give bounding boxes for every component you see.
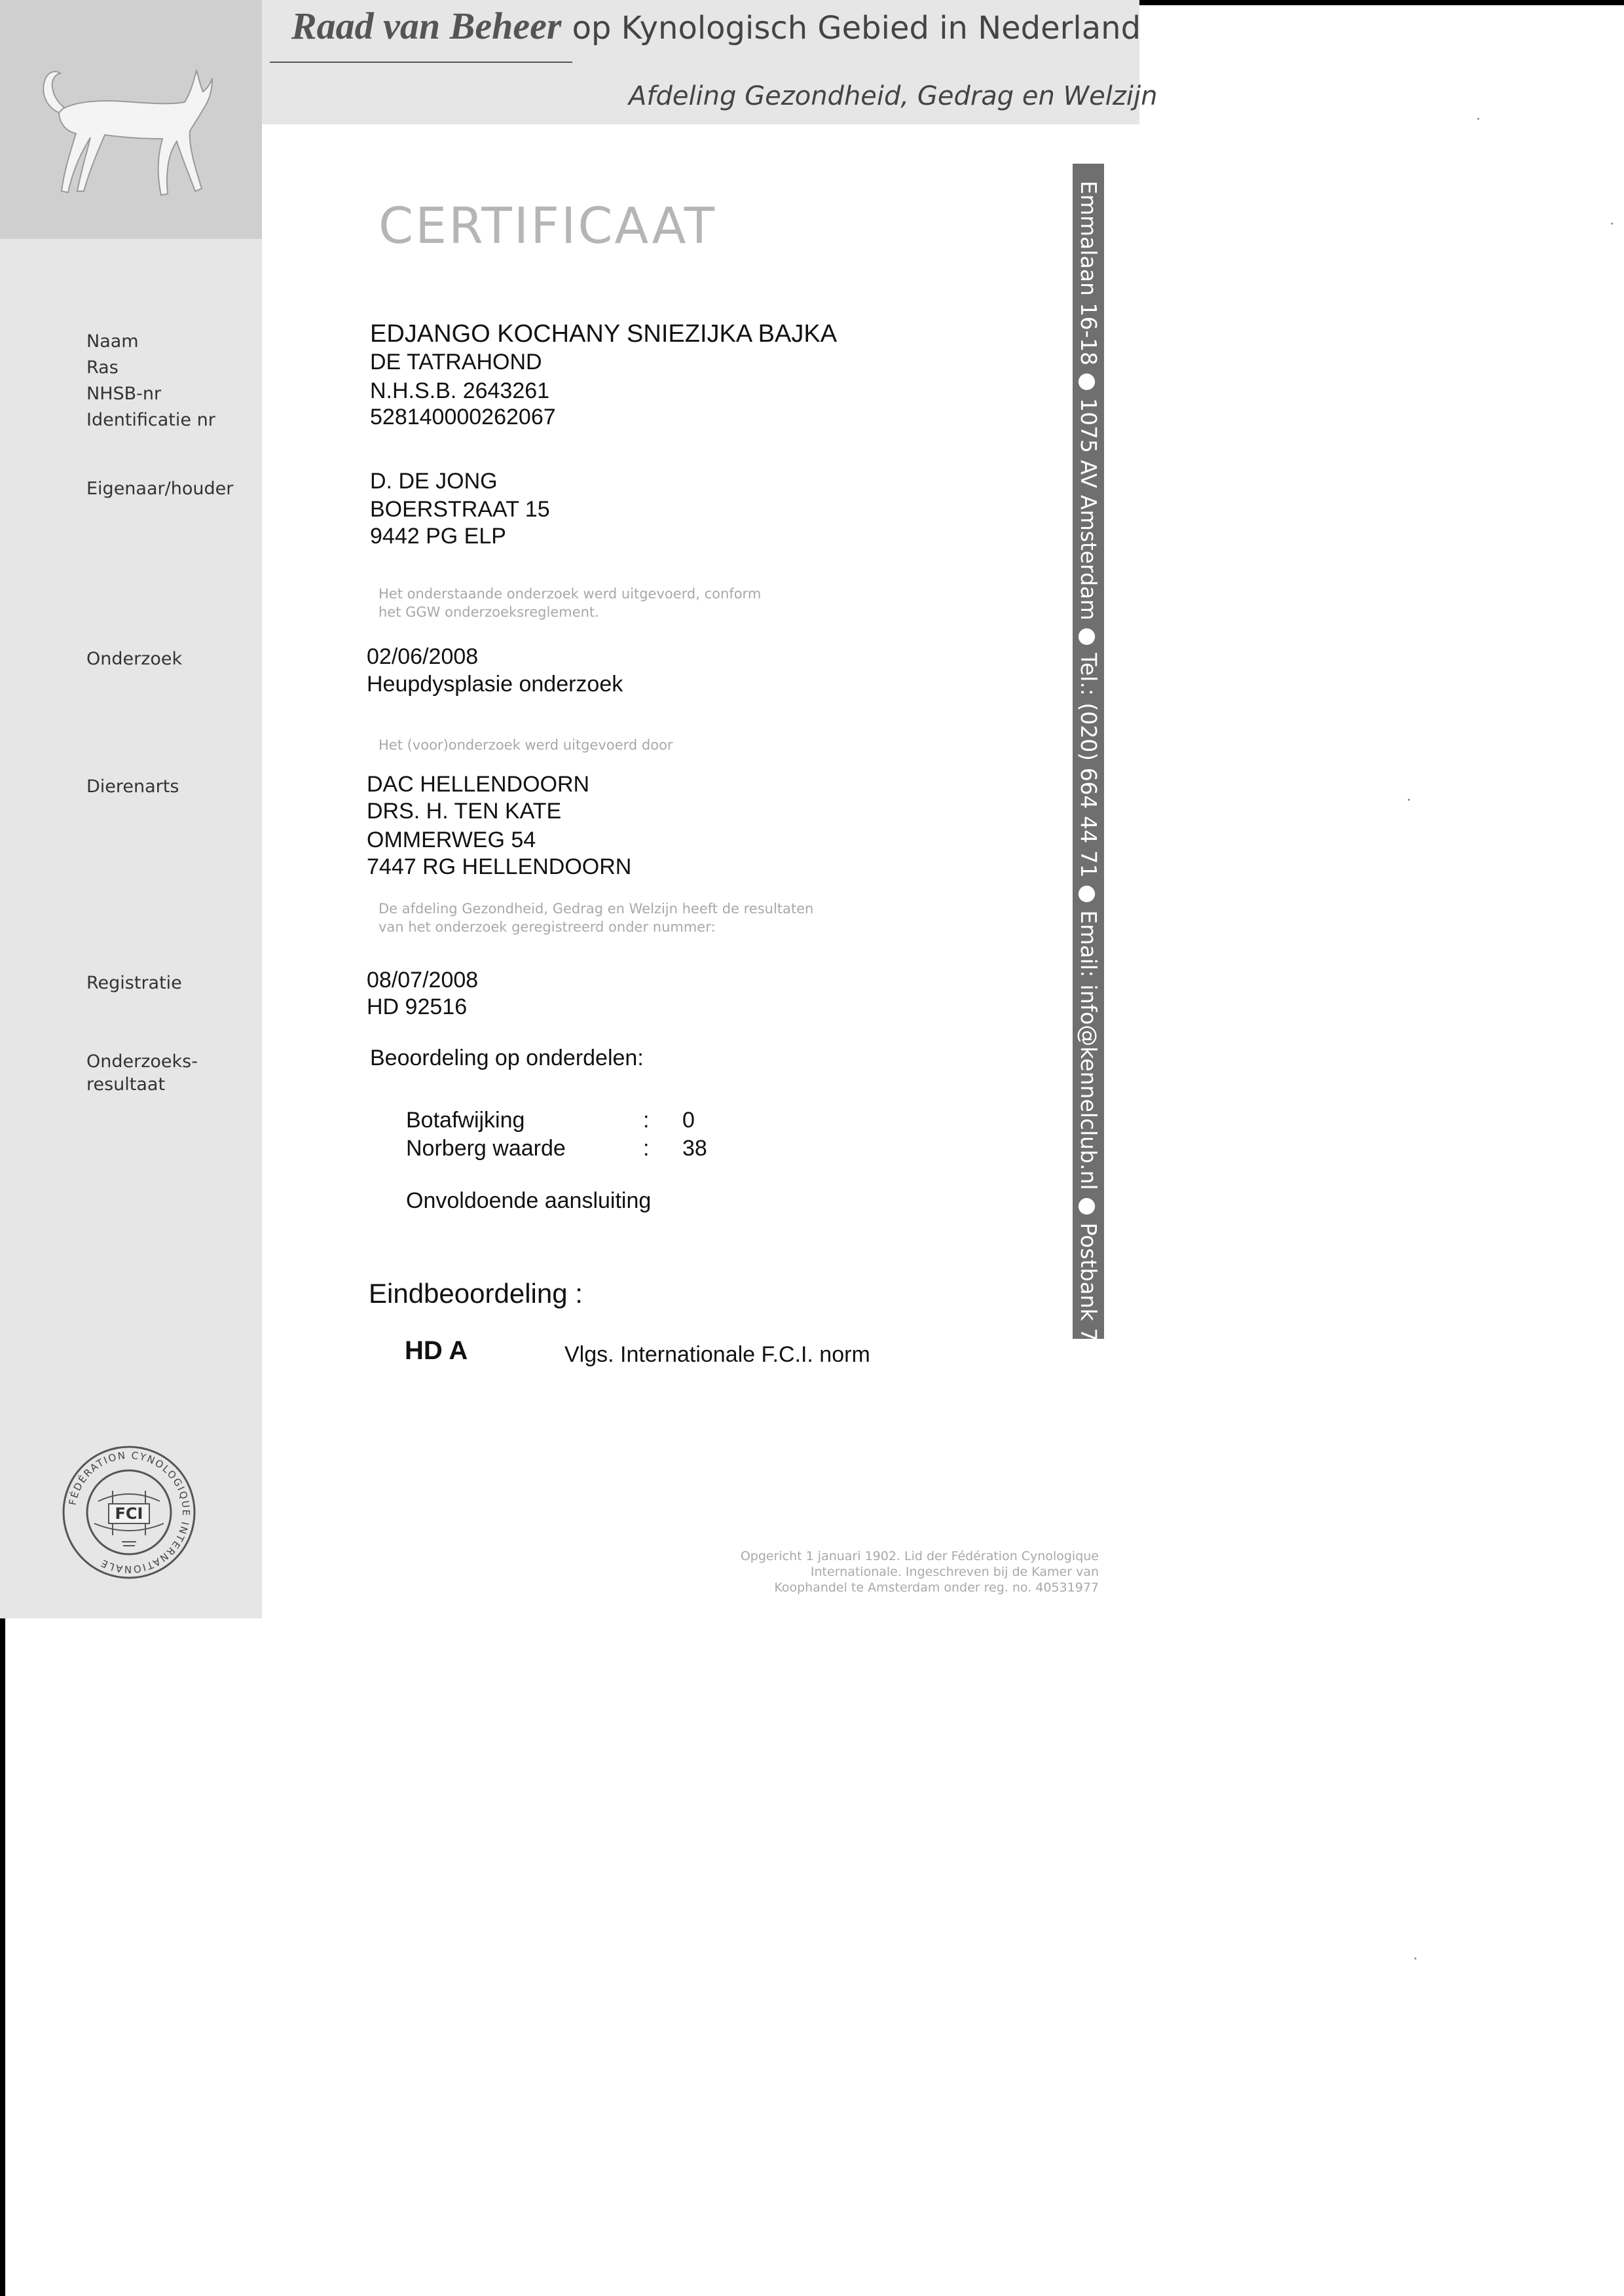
label-eigenaar: Eigenaar/houder xyxy=(86,479,234,499)
label-onderzoek: Onderzoek xyxy=(86,649,183,669)
fci-logo-icon xyxy=(60,1444,198,1581)
final-heading: Eindbeoordeling : xyxy=(369,1278,583,1309)
label-onderzoeksresultaat-1: Onderzoeks- xyxy=(86,1051,198,1072)
exam-note-1: Het onderstaande onderzoek werd uitgevoerd, conform xyxy=(378,586,762,602)
contact-details: Emmalaan 16-18 ● 1075 AV Amsterdam ● Tel.: (020) 664 44 71 ● Email: info@kennelclub.nl ● Postbank 71442 xyxy=(1076,181,1101,1397)
fci-center-text: FCI xyxy=(115,1504,143,1523)
dog-logo-icon xyxy=(13,39,229,223)
organization-name-part2: op Kynologisch Gebied in Nederland xyxy=(572,10,1141,46)
dog-nhsb: N.H.S.B. 2643261 xyxy=(370,378,550,403)
result-item-value: 0 xyxy=(682,1108,695,1133)
scan-speck xyxy=(1477,118,1479,120)
final-grade: HD A xyxy=(405,1336,468,1365)
owner-street: BOERSTRAAT 15 xyxy=(370,497,550,522)
fci-ring-text: FÉDÉRATION CYNOLOGIQUE INTERNATIONALE xyxy=(66,1449,193,1576)
registration-date: 08/07/2008 xyxy=(367,968,479,993)
scan-edge-left xyxy=(0,1618,5,2296)
vet-name: DRS. H. TEN KATE xyxy=(367,799,562,824)
label-naam: Naam xyxy=(86,331,139,352)
result-remark: Onvoldoende aansluiting xyxy=(406,1188,652,1213)
scan-edge-top xyxy=(1139,0,1624,5)
organization-name-part1: Raad van Beheer xyxy=(291,5,562,47)
dog-name: EDJANGO KOCHANY SNIEZIJKA BAJKA xyxy=(370,320,838,348)
label-ras: Ras xyxy=(86,357,119,378)
exam-note-2: het GGW onderzoeksreglement. xyxy=(378,604,599,620)
label-nhsb-nr: NHSB-nr xyxy=(86,384,162,404)
result-item-label: Norberg waarde xyxy=(406,1136,566,1161)
result-heading: Beoordeling op onderdelen: xyxy=(370,1046,644,1070)
scan-speck xyxy=(1408,799,1410,801)
vet-street: OMMERWEG 54 xyxy=(367,828,536,852)
registration-note-1: De afdeling Gezondheid, Gedrag en Welzijn heeft de resultaten xyxy=(378,901,814,917)
label-identificatie-nr: Identificatie nr xyxy=(86,410,215,430)
footer-line: Internationale. Ingeschreven bij de Kamer van xyxy=(810,1565,1099,1579)
footer-note xyxy=(694,1548,1099,1595)
dog-identification: 528140000262067 xyxy=(370,405,556,429)
final-norm: Vlgs. Internationale F.C.I. norm xyxy=(564,1342,870,1367)
result-item-value: 38 xyxy=(682,1136,707,1161)
footer-line: Koophandel te Amsterdam onder reg. no. 40531977 xyxy=(774,1580,1099,1595)
label-onderzoeksresultaat-2: resultaat xyxy=(86,1074,166,1095)
exam-type: Heupdysplasie onderzoek xyxy=(367,672,623,697)
vet-clinic: DAC HELLENDOORN xyxy=(367,772,590,797)
exam-date: 02/06/2008 xyxy=(367,644,479,669)
label-dierenarts: Dierenarts xyxy=(86,776,179,797)
certificate-title: CERTIFICAAT xyxy=(378,196,717,255)
dog-breed: DE TATRAHOND xyxy=(370,350,542,374)
department-name: Afdeling Gezondheid, Gedrag en Welzijn xyxy=(629,81,1158,111)
registration-note-2: van het onderzoek geregistreerd onder nummer: xyxy=(378,919,716,935)
owner-city: 9442 PG ELP xyxy=(370,524,506,549)
vet-note: Het (voor)onderzoek werd uitgevoerd door xyxy=(378,737,673,753)
contact-bar xyxy=(1073,164,1104,1397)
result-item-label: Botafwijking xyxy=(406,1108,525,1133)
vet-city: 7447 RG HELLENDOORN xyxy=(367,854,632,879)
scan-speck xyxy=(1611,223,1613,225)
scan-speck xyxy=(1414,1958,1416,1959)
footer-line: Opgericht 1 januari 1902. Lid der Fédération Cynologique xyxy=(740,1549,1099,1563)
title-rule xyxy=(270,62,572,63)
result-item-separator: : xyxy=(643,1108,650,1133)
organization-name xyxy=(291,4,1141,48)
owner-name: D. DE JONG xyxy=(370,469,498,494)
label-registratie: Registratie xyxy=(86,973,182,993)
registration-number: HD 92516 xyxy=(367,994,468,1019)
result-item-separator: : xyxy=(643,1136,650,1161)
